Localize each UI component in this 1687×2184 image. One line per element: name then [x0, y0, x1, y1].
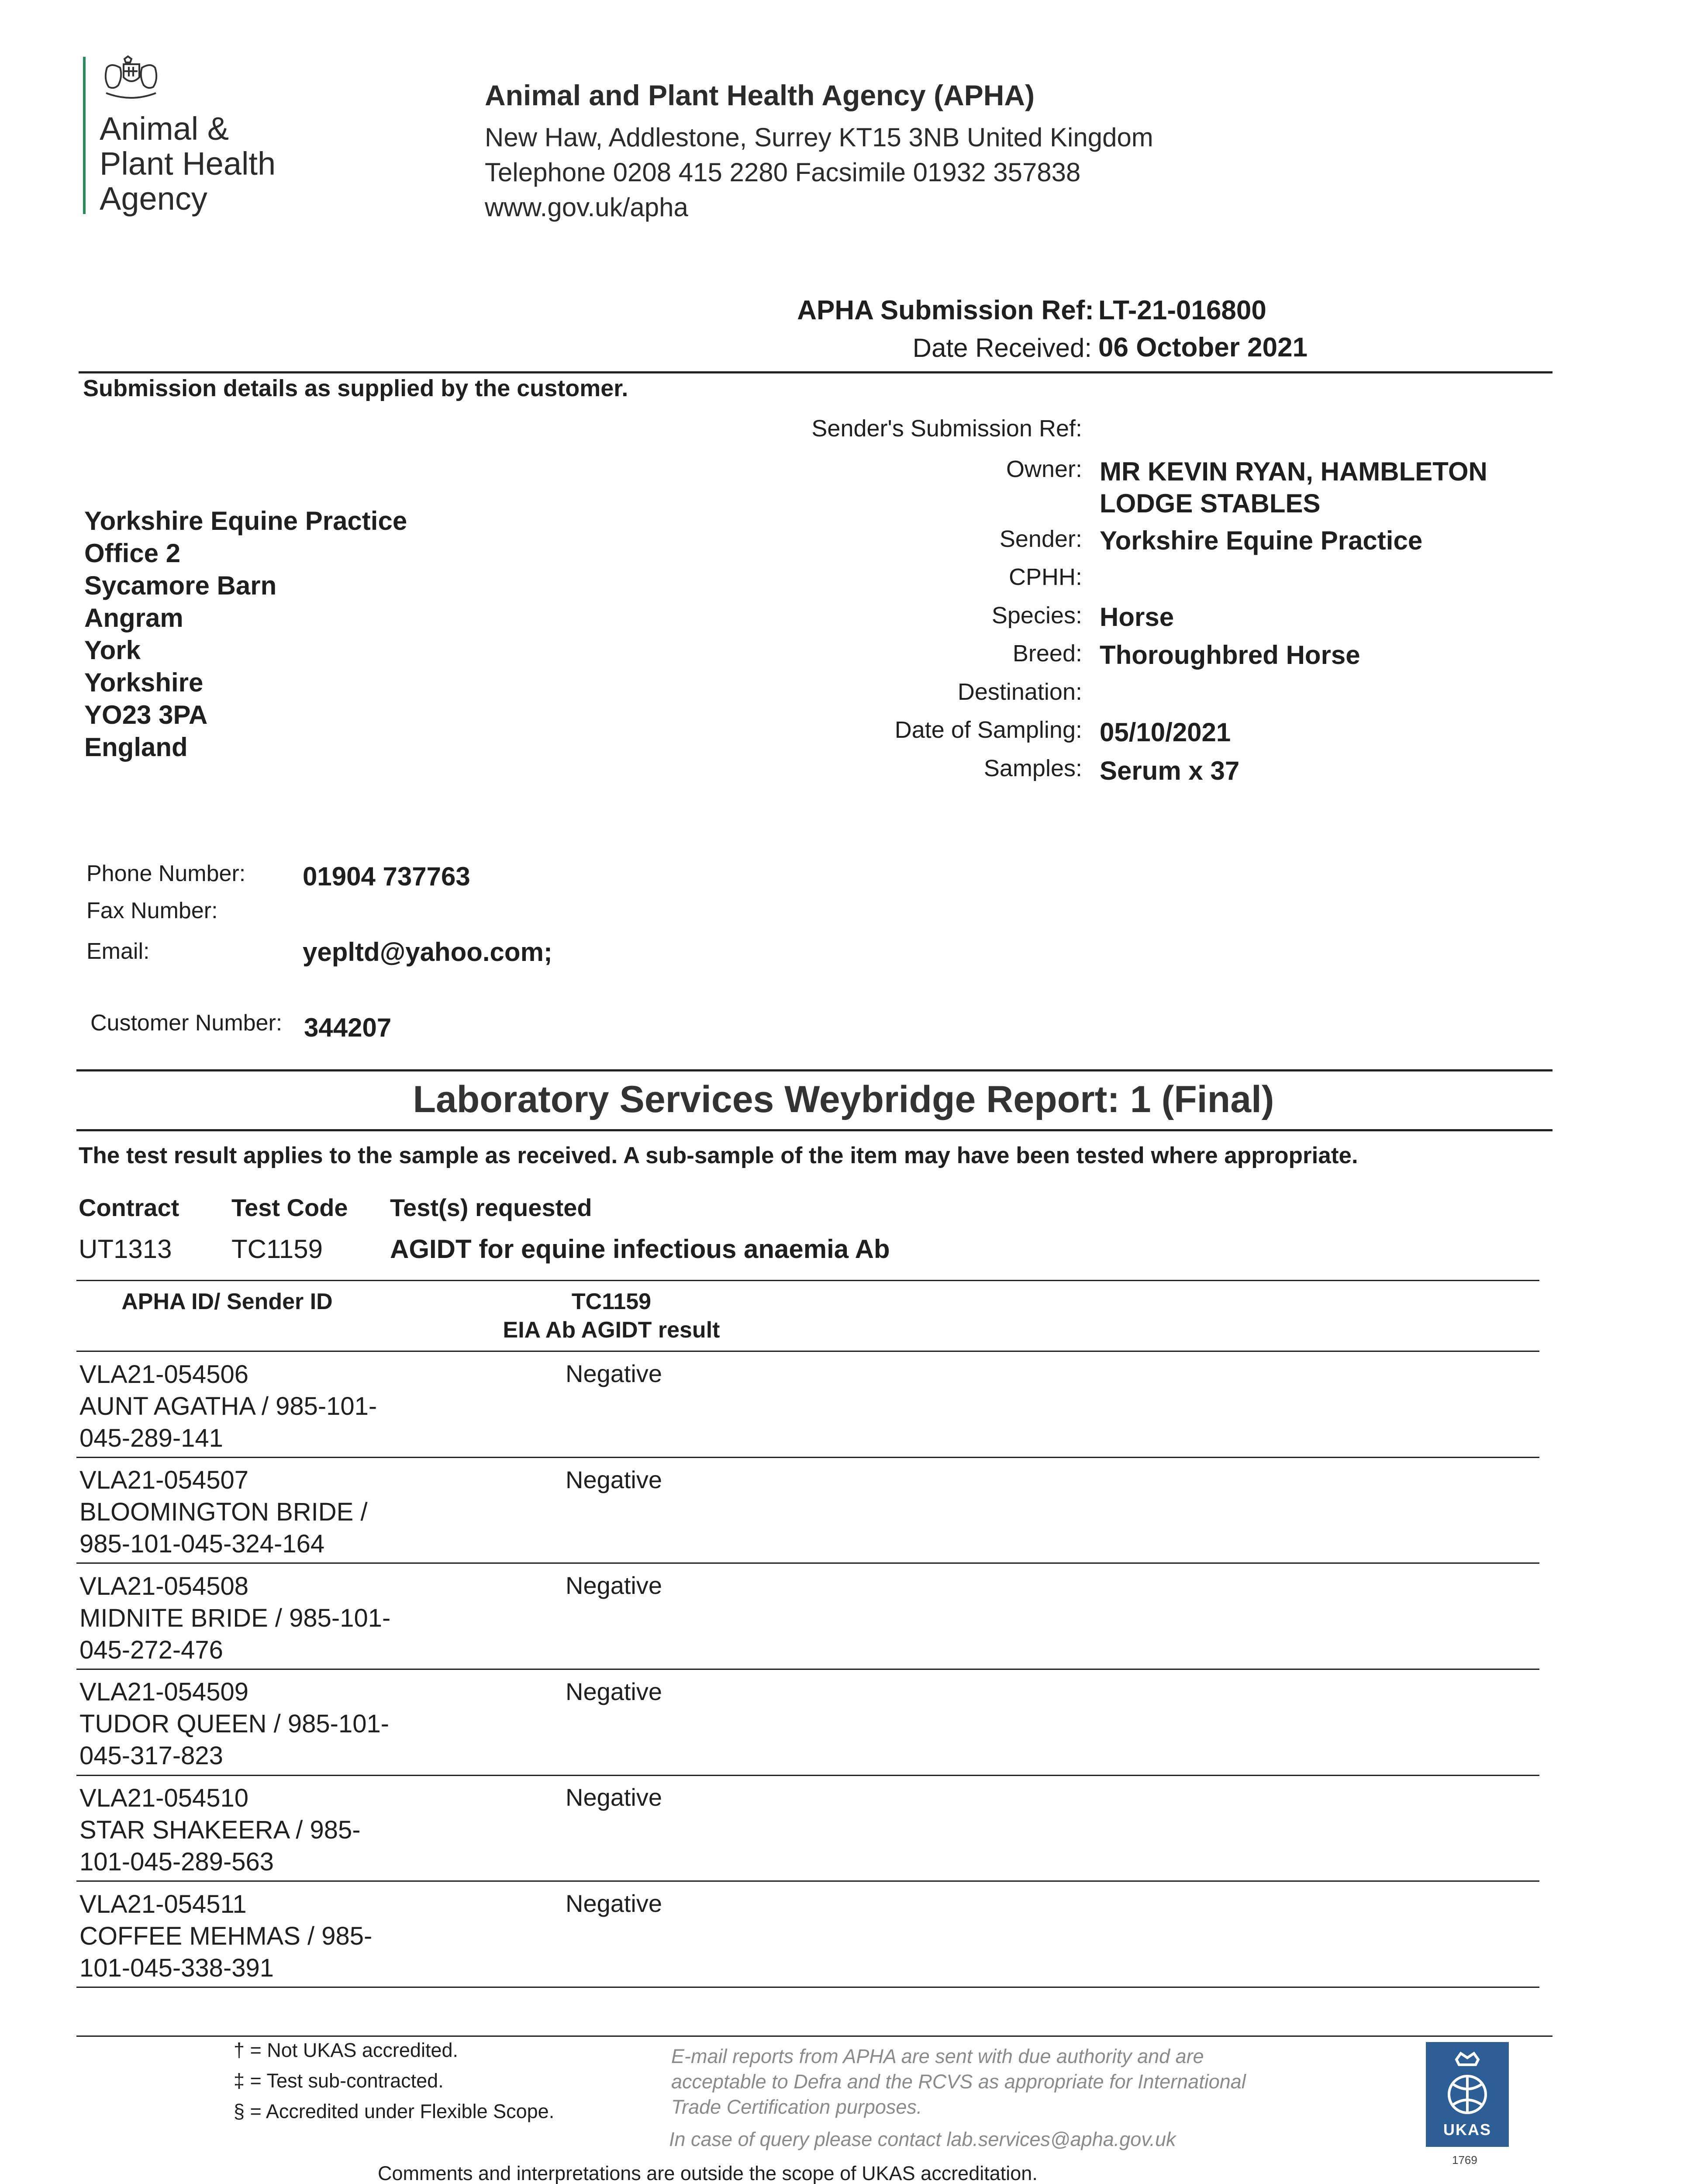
row-divider [76, 1457, 1539, 1458]
sender-id-line-2: 101-045-289-563 [79, 1848, 274, 1876]
results-col-test-header-line-1: TC1159 [571, 1289, 652, 1314]
tests-requested-header: Test(s) requested [390, 1194, 592, 1221]
email-note-line-1: E-mail reports from APHA are sent with due authority and are [671, 2045, 1204, 2067]
sender-id-line-2: 985-101-045-324-164 [79, 1530, 325, 1558]
report-bottom-divider [76, 1129, 1552, 1131]
result-value: Negative [566, 1360, 662, 1387]
sender-id-line-1: BLOOMINGTON BRIDE / [79, 1498, 368, 1526]
submission-ref-value: LT-21-016800 [1098, 295, 1266, 325]
submission-ref-label: APHA Submission Ref: [797, 295, 1094, 325]
legend-flexible-scope: § = Accredited under Flexible Scope. [234, 2100, 555, 2122]
breed-label: Breed: [1012, 640, 1082, 667]
result-value: Negative [566, 1783, 662, 1811]
row-divider [76, 1880, 1539, 1882]
row-divider [76, 1562, 1539, 1564]
agency-name: Animal and Plant Health Agency (APHA) [485, 79, 1035, 111]
email-note-line-2: acceptable to Defra and the RCVS as appropriate for International [671, 2070, 1246, 2093]
ukas-label: UKAS [1443, 2121, 1491, 2139]
sender-id-line-2: 045-272-476 [79, 1636, 223, 1664]
breed-value: Thoroughbred Horse [1100, 640, 1360, 670]
table-row [79, 1358, 377, 1454]
result-value: Negative [566, 1572, 662, 1599]
report-note: The test result applies to the sample as received. A sub-sample of the item may have been tested where appropriate. [79, 1143, 1358, 1168]
species-label: Species: [991, 602, 1082, 629]
logo-bar [83, 57, 86, 214]
apha-id: VLA21-054511 [79, 1890, 247, 1918]
logo-text-line-2: Plant Health [100, 145, 276, 182]
ukas-badge [1426, 2042, 1509, 2147]
royal-coat-of-arms-icon [98, 55, 164, 103]
date-received-label: Date Received: [912, 333, 1092, 363]
email-label: Email: [86, 939, 150, 964]
customer-number-value: 344207 [304, 1013, 392, 1042]
address-line: Yorkshire Equine Practice [84, 506, 407, 536]
ukas-crown-icon [1426, 2042, 1509, 2125]
address-line: York [84, 636, 141, 665]
address-line: Sycamore Barn [84, 571, 277, 600]
row-divider [76, 1669, 1539, 1670]
samples-value: Serum x 37 [1100, 756, 1240, 785]
sender-id-line-2: 101-045-338-391 [79, 1954, 274, 1982]
results-header-top-divider [76, 1280, 1539, 1281]
fax-label: Fax Number: [86, 898, 218, 923]
sender-id-line-1: TUDOR QUEEN / 985-101- [79, 1710, 390, 1738]
apha-id: VLA21-054506 [79, 1360, 248, 1389]
email-note-line-3: Trade Certification purposes. [671, 2096, 922, 2118]
result-value: Negative [566, 1890, 662, 1917]
result-value: Negative [566, 1678, 662, 1705]
sender-value: Yorkshire Equine Practice [1100, 526, 1423, 555]
ukas-scope-note: Comments and interpretations are outside the scope of UKAS accreditation. [378, 2162, 1038, 2184]
date-received-value: 06 October 2021 [1098, 332, 1308, 363]
phone-label: Phone Number: [86, 861, 246, 886]
agency-address: New Haw, Addlestone, Surrey KT15 3NB United Kingdom [485, 123, 1153, 152]
test-requested-value: AGIDT for equine infectious anaemia Ab [390, 1234, 890, 1264]
apha-id: VLA21-054507 [79, 1466, 248, 1494]
section-caption: Submission details as supplied by the customer. [83, 375, 628, 401]
header-divider [79, 371, 1552, 373]
contract-value: UT1313 [79, 1234, 172, 1264]
apha-id: VLA21-054508 [79, 1572, 248, 1600]
cphh-label: CPHH: [1008, 564, 1082, 590]
report-title: Laboratory Services Weybridge Report: 1 (Final) [413, 1078, 1274, 1120]
sender-id-line-1: COFFEE MEHMAS / 985- [79, 1922, 373, 1950]
owner-value-line-2: LODGE STABLES [1100, 489, 1321, 518]
table-row [79, 1570, 390, 1666]
sampling-date-label: Date of Sampling: [894, 717, 1082, 743]
legend-sub-contracted: ‡ = Test sub-contracted. [234, 2070, 444, 2092]
table-row [79, 1464, 368, 1560]
destination-label: Destination: [957, 679, 1082, 705]
sender-id-line-2: 045-317-823 [79, 1742, 223, 1770]
logo-text-line-1: Animal & [100, 111, 229, 147]
sender-id-line-1: STAR SHAKEERA / 985- [79, 1816, 361, 1844]
apha-id: VLA21-054510 [79, 1784, 248, 1812]
samples-label: Samples: [983, 755, 1082, 781]
customer-number-label: Customer Number: [90, 1010, 283, 1036]
agency-website: www.gov.uk/apha [485, 193, 688, 222]
results-col-test-header-line-2: EIA Ab AGIDT result [503, 1317, 720, 1343]
row-divider [76, 1987, 1539, 1988]
phone-value: 01904 737763 [303, 862, 470, 891]
table-row [79, 1676, 389, 1772]
sender-id-line-1: MIDNITE BRIDE / 985-101- [79, 1604, 391, 1632]
test-code-header: Test Code [231, 1194, 348, 1221]
sender-id-line-1: AUNT AGATHA / 985-101- [79, 1392, 377, 1420]
species-value: Horse [1100, 602, 1174, 632]
address-line: YO23 3PA [84, 700, 208, 729]
owner-label: Owner: [1006, 456, 1082, 482]
results-header-bottom-divider [76, 1351, 1539, 1352]
address-line: England [84, 733, 188, 762]
address-line: Angram [84, 603, 183, 632]
address-line: Office 2 [84, 539, 181, 568]
address-line: Yorkshire [84, 668, 204, 697]
result-value: Negative [566, 1466, 662, 1493]
ukas-number: 1769 [1452, 2153, 1477, 2167]
owner-value-line-1: MR KEVIN RYAN, HAMBLETON [1100, 457, 1487, 486]
table-row [79, 1782, 361, 1878]
query-note: In case of query please contact lab.services@apha.gov.uk [669, 2128, 1176, 2150]
contract-header: Contract [79, 1194, 179, 1221]
legend-not-accredited: † = Not UKAS accredited. [234, 2039, 459, 2061]
sender-id-line-2: 045-289-141 [79, 1424, 223, 1452]
sender-label: Sender: [999, 526, 1082, 552]
agency-phone-fax: Telephone 0208 415 2280 Facsimile 01932 357838 [485, 158, 1081, 187]
report-top-divider [76, 1069, 1552, 1071]
logo-text-line-3: Agency [100, 180, 207, 217]
results-col-id-header: APHA ID/ Sender ID [121, 1289, 333, 1314]
table-row [79, 1888, 372, 1984]
row-divider [76, 1775, 1539, 1776]
email-value: yepltd@yahoo.com; [303, 937, 552, 967]
senders-ref-label: Sender's Submission Ref: [811, 415, 1082, 442]
apha-id: VLA21-054509 [79, 1678, 248, 1706]
test-code-value: TC1159 [231, 1234, 323, 1264]
sampling-date-value: 05/10/2021 [1100, 718, 1231, 747]
footer-divider [76, 2035, 1552, 2037]
